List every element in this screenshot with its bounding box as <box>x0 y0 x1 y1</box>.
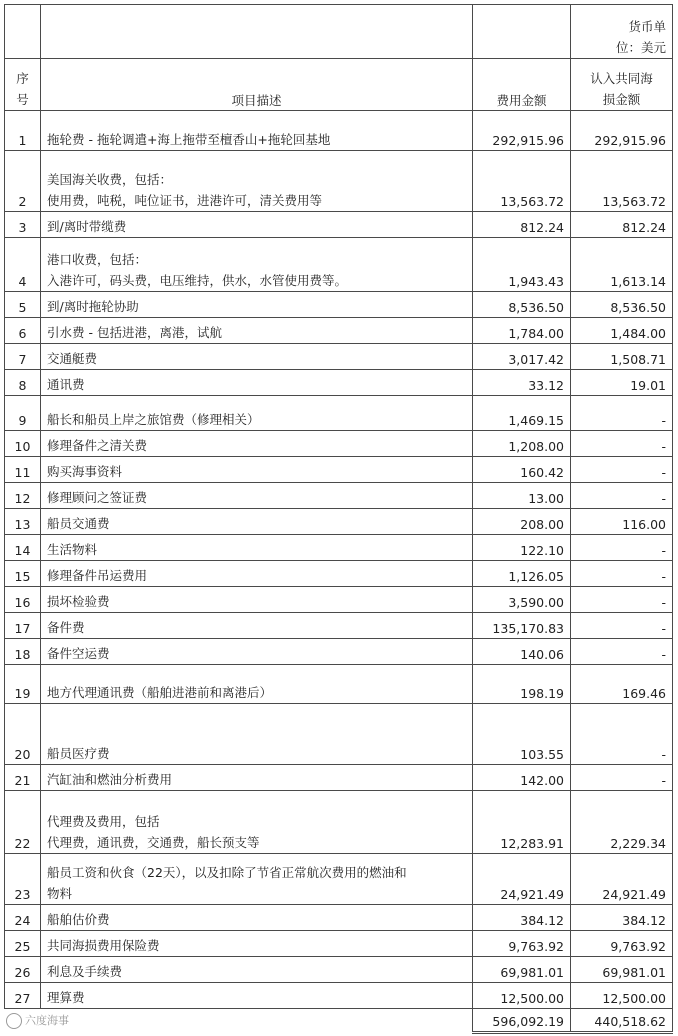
col-desc-header: 项目描述 <box>41 59 473 111</box>
row-ga-amount: - <box>571 483 673 509</box>
row-description <box>41 665 473 704</box>
description-line: 美国海关收费，包括： <box>47 172 173 187</box>
row-ga-amount: 169.46 <box>571 665 673 704</box>
row-amount: 1,126.05 <box>473 561 571 587</box>
currency-unit: 货币单 位：美元 <box>571 5 673 59</box>
row-description <box>41 587 473 613</box>
row-amount: 33.12 <box>473 370 571 396</box>
description-line: 物料 <box>47 886 73 901</box>
row-description <box>41 854 473 905</box>
row-index: 13 <box>5 509 41 535</box>
row-ga-amount: 1,484.00 <box>571 318 673 344</box>
table-row <box>5 212 673 238</box>
row-amount: 140.06 <box>473 639 571 665</box>
row-index: 5 <box>5 292 41 318</box>
row-ga-amount: 292,915.96 <box>571 111 673 151</box>
col-amount-header: 费用金额 <box>473 59 571 111</box>
totals-row <box>5 1009 673 1033</box>
table-row <box>5 983 673 1009</box>
description-line: 引水费 - 包括进港，离港，试航 <box>47 325 222 340</box>
description-line: 入港许可，码头费，电压维持，供水，水管使用费等。 <box>47 273 348 288</box>
table-row <box>5 370 673 396</box>
row-description <box>41 931 473 957</box>
row-index: 21 <box>5 765 41 791</box>
description-line: 备件费 <box>47 620 85 635</box>
row-description <box>41 483 473 509</box>
row-index: 1 <box>5 111 41 151</box>
row-ga-amount: - <box>571 765 673 791</box>
row-ga-amount: - <box>571 396 673 431</box>
description-line: 船长和船员上岸之旅馆费（修理相关） <box>47 412 260 427</box>
table-row <box>5 396 673 431</box>
table-row <box>5 344 673 370</box>
row-index: 2 <box>5 151 41 212</box>
row-description <box>41 791 473 854</box>
table-row <box>5 238 673 292</box>
row-index: 3 <box>5 212 41 238</box>
row-ga-amount: 12,500.00 <box>571 983 673 1009</box>
table-row <box>5 931 673 957</box>
row-amount: 812.24 <box>473 212 571 238</box>
row-amount: 3,590.00 <box>473 587 571 613</box>
row-index: 4 <box>5 238 41 292</box>
row-ga-amount: - <box>571 431 673 457</box>
table-row <box>5 854 673 905</box>
row-description <box>41 457 473 483</box>
row-amount: 1,469.15 <box>473 396 571 431</box>
row-amount: 13.00 <box>473 483 571 509</box>
table-row <box>5 561 673 587</box>
table-row <box>5 111 673 151</box>
description-line: 损坏检验费 <box>47 594 110 609</box>
row-amount: 135,170.83 <box>473 613 571 639</box>
row-index: 26 <box>5 957 41 983</box>
row-ga-amount: 384.12 <box>571 905 673 931</box>
row-amount: 3,017.42 <box>473 344 571 370</box>
row-index: 23 <box>5 854 41 905</box>
table-row <box>5 765 673 791</box>
description-line: 船员交通费 <box>47 516 110 531</box>
row-ga-amount: 69,981.01 <box>571 957 673 983</box>
row-description <box>41 370 473 396</box>
table-row <box>5 957 673 983</box>
table-row <box>5 587 673 613</box>
row-ga-amount: 19.01 <box>571 370 673 396</box>
row-amount: 384.12 <box>473 905 571 931</box>
description-line: 船舶估价费 <box>47 912 110 927</box>
row-description <box>41 396 473 431</box>
row-ga-amount: - <box>571 704 673 765</box>
description-line: 通讯费 <box>47 377 85 392</box>
row-index: 18 <box>5 639 41 665</box>
description-line: 共同海损费用保险费 <box>47 938 160 953</box>
table-row <box>5 704 673 765</box>
description-line: 船员医疗费 <box>47 746 110 761</box>
col-index-header: 序 号 <box>5 59 41 111</box>
row-description <box>41 535 473 561</box>
currency-row <box>5 5 673 59</box>
row-index: 27 <box>5 983 41 1009</box>
row-ga-amount: 1,508.71 <box>571 344 673 370</box>
row-ga-amount: 13,563.72 <box>571 151 673 212</box>
row-index: 7 <box>5 344 41 370</box>
row-index: 10 <box>5 431 41 457</box>
description-line: 备件空运费 <box>47 646 110 661</box>
row-amount: 8,536.50 <box>473 292 571 318</box>
description-line: 代理费，通讯费，交通费，船长预支等 <box>47 835 260 850</box>
row-description <box>41 561 473 587</box>
row-description <box>41 905 473 931</box>
table-row <box>5 613 673 639</box>
description-line: 理算费 <box>47 990 85 1005</box>
row-amount: 12,283.91 <box>473 791 571 854</box>
row-description <box>41 111 473 151</box>
table-row <box>5 318 673 344</box>
row-description <box>41 212 473 238</box>
table-row <box>5 791 673 854</box>
row-index: 8 <box>5 370 41 396</box>
row-ga-amount: - <box>571 561 673 587</box>
row-amount: 198.19 <box>473 665 571 704</box>
row-description <box>41 292 473 318</box>
table-row <box>5 639 673 665</box>
row-ga-amount: 8,536.50 <box>571 292 673 318</box>
row-index: 24 <box>5 905 41 931</box>
row-index: 9 <box>5 396 41 431</box>
header-row <box>5 59 673 111</box>
table-row <box>5 431 673 457</box>
row-amount: 1,784.00 <box>473 318 571 344</box>
row-amount: 160.42 <box>473 457 571 483</box>
row-amount: 12,500.00 <box>473 983 571 1009</box>
description-line: 到/离时拖轮协助 <box>47 299 139 314</box>
row-amount: 9,763.92 <box>473 931 571 957</box>
row-ga-amount: 9,763.92 <box>571 931 673 957</box>
row-amount: 292,915.96 <box>473 111 571 151</box>
row-index: 12 <box>5 483 41 509</box>
description-line: 生活物料 <box>47 542 98 557</box>
table-row <box>5 665 673 704</box>
row-description <box>41 639 473 665</box>
watermark: 六度海事 <box>6 1012 69 1029</box>
description-line: 使用费，吨税，吨位证书，进港许可，清关费用等 <box>47 193 323 208</box>
row-index: 16 <box>5 587 41 613</box>
description-line: 拖轮费 - 拖轮调遣+海上拖带至檀香山+拖轮回基地 <box>47 132 331 147</box>
row-amount: 1,208.00 <box>473 431 571 457</box>
row-ga-amount: 24,921.49 <box>571 854 673 905</box>
row-amount: 122.10 <box>473 535 571 561</box>
row-description <box>41 431 473 457</box>
row-ga-amount: 1,613.14 <box>571 238 673 292</box>
row-description <box>41 344 473 370</box>
row-amount: 208.00 <box>473 509 571 535</box>
description-line: 交通艇费 <box>47 351 98 366</box>
row-amount: 69,981.01 <box>473 957 571 983</box>
row-description <box>41 704 473 765</box>
col-ga-header: 认入共同海 损金额 <box>571 59 673 111</box>
total-amount: 596,092.19 <box>473 1009 571 1033</box>
row-ga-amount: 116.00 <box>571 509 673 535</box>
table-row <box>5 457 673 483</box>
row-ga-amount: - <box>571 535 673 561</box>
table-row <box>5 509 673 535</box>
row-index: 19 <box>5 665 41 704</box>
row-ga-amount: - <box>571 587 673 613</box>
description-line: 利息及手续费 <box>47 964 123 979</box>
row-index: 11 <box>5 457 41 483</box>
description-line: 汽缸油和燃油分析费用 <box>47 772 173 787</box>
row-index: 22 <box>5 791 41 854</box>
table-row <box>5 151 673 212</box>
description-line: 修理备件吊运费用 <box>47 568 148 583</box>
row-index: 14 <box>5 535 41 561</box>
row-ga-amount: 2,229.34 <box>571 791 673 854</box>
row-index: 15 <box>5 561 41 587</box>
row-description <box>41 983 473 1009</box>
description-line: 代理费及费用，包括 <box>47 814 160 829</box>
row-index: 17 <box>5 613 41 639</box>
row-index: 20 <box>5 704 41 765</box>
row-ga-amount: - <box>571 457 673 483</box>
row-index: 6 <box>5 318 41 344</box>
row-ga-amount: 812.24 <box>571 212 673 238</box>
description-line: 购买海事资料 <box>47 464 123 479</box>
row-description <box>41 509 473 535</box>
general-average-table <box>4 4 673 1034</box>
row-index: 25 <box>5 931 41 957</box>
row-ga-amount: - <box>571 613 673 639</box>
description-line: 船员工资和伙食（22天），以及扣除了节省正常航次费用的燃油和 <box>47 865 407 880</box>
row-description <box>41 765 473 791</box>
table-row <box>5 535 673 561</box>
row-amount: 24,921.49 <box>473 854 571 905</box>
row-description <box>41 238 473 292</box>
row-amount: 142.00 <box>473 765 571 791</box>
row-ga-amount: - <box>571 639 673 665</box>
total-ga-amount: 440,518.62 <box>571 1009 673 1033</box>
row-amount: 13,563.72 <box>473 151 571 212</box>
row-amount: 1,943.43 <box>473 238 571 292</box>
table-row <box>5 905 673 931</box>
description-line: 修理顾问之签证费 <box>47 490 148 505</box>
row-description <box>41 957 473 983</box>
row-description <box>41 151 473 212</box>
row-description <box>41 613 473 639</box>
description-line: 地方代理通讯费（船舶进港前和离港后） <box>47 685 273 700</box>
row-description <box>41 318 473 344</box>
watermark-logo-icon <box>6 1013 22 1029</box>
description-line: 到/离时带缆费 <box>47 219 127 234</box>
table-row <box>5 292 673 318</box>
description-line: 港口收费，包括： <box>47 252 148 267</box>
row-amount: 103.55 <box>473 704 571 765</box>
description-line: 修理备件之清关费 <box>47 438 148 453</box>
table-row <box>5 483 673 509</box>
